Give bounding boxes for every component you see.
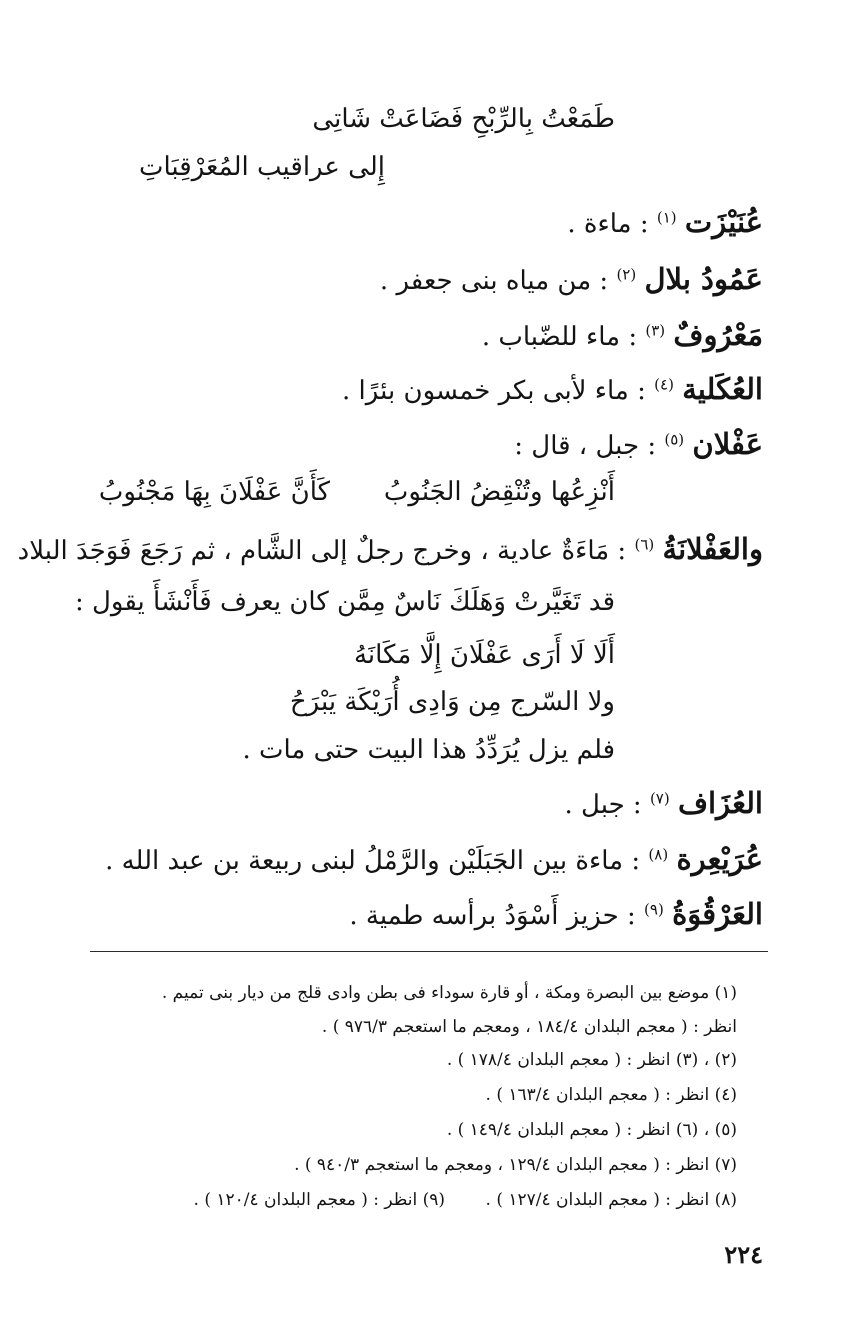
entry-affalana <box>18 532 763 567</box>
entry-uray-ira <box>105 842 763 877</box>
entry-affalana-line2: قد تَغَيَّرتْ وَهَلَكَ نَاسٌ مِمَّن كان يعرف فَأَنْشَأَ يقول : <box>75 587 615 617</box>
footnote-mark: (٢) <box>616 265 637 284</box>
headword: عَمُودُ بلال <box>644 262 763 296</box>
headword: العُزَاف <box>677 786 763 820</box>
verse-affalana-1: أَلَا لَا أَرَى عَفْلَانَ إِلَّا مَكَانَهُ <box>353 640 615 670</box>
entry-text: : جبل ، قال : <box>514 431 657 461</box>
entry-uzaf <box>565 786 764 821</box>
footnote-2-3: (٢) ، (٣) انظر : ( معجم البلدان ١٧٨/٤ ) . <box>446 1050 737 1070</box>
headword: عُرَيْعِرة <box>676 842 763 876</box>
headword: عُنَيْزَت <box>684 205 763 239</box>
footnote-separator <box>90 951 768 952</box>
entry-ukaliya <box>342 372 763 407</box>
footnote-5-6: (٥) ، (٦) انظر : ( معجم البلدان ١٤٩/٤ ) . <box>446 1120 737 1140</box>
footnote-9: (٩) انظر : ( معجم البلدان ١٢٠/٤ ) . <box>193 1190 445 1210</box>
entry-text: : ماءة . <box>567 209 649 239</box>
headword: والعَفْلانَةُ <box>662 532 763 566</box>
footnote-1: (١) موضع بين البصرة ومكة ، أو قارة سوداء فى بطن وادى قلج من ديار بنى تميم . <box>161 983 737 1003</box>
footnote-mark: (٩) <box>644 900 664 919</box>
footnote-mark: (١) <box>656 208 677 227</box>
verse-line-2: إِلى عراقيب المُعَرْقِبَاتِ <box>139 152 385 182</box>
entry-text: : حزيز أَسْوَدُ برأسه طمية . <box>349 901 636 931</box>
entry-text: : ماء لأبى بكر خمسون بئرًا . <box>342 376 646 406</box>
footnote-8: (٨) انظر : ( معجم البلدان ١٢٧/٤ ) . <box>485 1190 737 1210</box>
footnote-mark: (٤) <box>654 375 674 394</box>
verse-affalana-2: ولا السّرج مِن وَادِى أُرَيْكَة يَبْرَحُ <box>289 687 615 717</box>
entry-text: : مَاءَةٌ عادية ، وخرج رجلٌ إلى الشَّام ، ثم رَجَعَ فَوَجَدَ البلاد <box>17 536 627 566</box>
page-number: ٢٢٤ <box>724 1240 763 1269</box>
headword: العُكَلية <box>682 372 763 406</box>
footnote-mark: (٥) <box>664 430 685 449</box>
entry-affalan <box>514 427 763 462</box>
headword: عَفْلان <box>692 427 763 461</box>
footnote-4: (٤) انظر : ( معجم البلدان ١٦٣/٤ ) . <box>485 1085 737 1105</box>
verse-line-1: طَمَعْتُ بِالرِّبْحِ فَضَاعَتْ شَاتِى <box>312 104 615 134</box>
verse-affalan-right: أَنْزِعُها وتُنْقِضُ الجَنُوبُ <box>383 477 615 507</box>
footnote-7: (٧) انظر : ( معجم البلدان ١٢٩/٤ ، ومعجم ما استعجم ٩٤٠/٣ ) . <box>294 1155 737 1175</box>
footnote-mark: (٦) <box>634 535 655 554</box>
entry-maruf <box>482 318 763 353</box>
verse-affalan-left: كَأَنَّ عَفْلَانَ بِهَا مَجْنُوبُ <box>98 477 330 507</box>
entry-arquwa <box>349 897 763 932</box>
entry-text: : ماءة بين الجَبَلَيْن والرَّمْلُ لبنى ربيعة بن عبد الله . <box>105 846 641 876</box>
entry-text: : من مياه بنى جعفر . <box>379 266 609 296</box>
headword: مَعْرُوفٌ <box>673 318 763 352</box>
footnote-mark: (٧) <box>649 789 670 808</box>
headword: العَرْقُوَةُ <box>672 897 763 931</box>
entry-amud-bilal <box>380 262 763 297</box>
entry-text: : جبل . <box>564 790 642 820</box>
footnote-mark: (٨) <box>648 845 669 864</box>
entry-affalana-line3: فلم يزل يُرَدِّدُ هذا البيت حتى مات . <box>242 735 615 765</box>
entry-unayzat <box>567 205 763 240</box>
footnote-mark: (٣) <box>645 321 666 340</box>
entry-text: : ماء للضّباب . <box>481 322 638 352</box>
footnote-1-ref: انظر : ( معجم البلدان ١٨٤/٤ ، ومعجم ما استعجم ٩٧٦/٣ ) . <box>321 1017 737 1037</box>
